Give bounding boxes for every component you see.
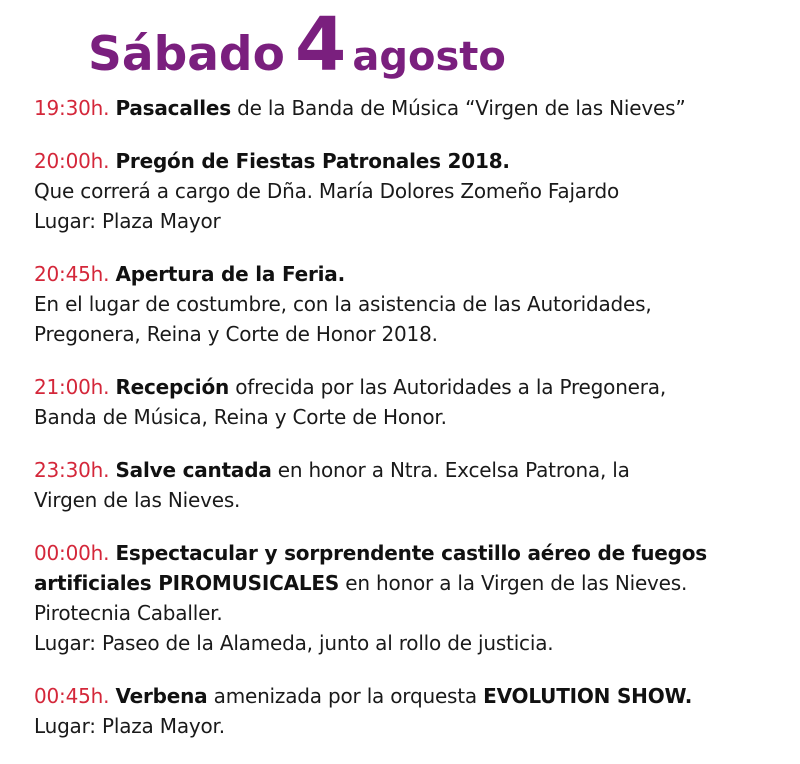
event-line	[34, 259, 794, 289]
event-title: Pasacalles	[115, 96, 232, 120]
page-title	[88, 2, 506, 88]
event-line	[34, 538, 794, 568]
event-line	[34, 681, 794, 711]
event-location: Lugar: Paseo de la Alameda, junto al rollo de justicia.	[34, 631, 554, 655]
event-2000	[34, 146, 794, 236]
event-text: en honor a la Virgen de las Nieves.	[339, 571, 688, 595]
event-title: Pregón de Fiestas Patronales 2018.	[115, 149, 510, 173]
event-time: 20:45h.	[34, 262, 110, 286]
event-time: 21:00h.	[34, 375, 110, 399]
event-0045	[34, 681, 794, 741]
title-number: 4	[294, 2, 347, 88]
event-text: en honor a Ntra. Excelsa Patrona, la	[271, 458, 630, 482]
event-title: Salve cantada	[115, 458, 272, 482]
event-line	[34, 455, 794, 485]
event-line	[34, 372, 794, 402]
event-text: amenizada por la orquesta	[207, 684, 484, 708]
event-time: 00:45h.	[34, 684, 110, 708]
title-day: Sábado	[88, 27, 285, 82]
event-title: Espectacular y sorprendente castillo aéreo de fuegos	[115, 541, 707, 565]
event-line	[34, 146, 794, 176]
event-title-cont: artificiales PIROMUSICALES	[34, 571, 340, 595]
event-text: de la Banda de Música “Virgen de las Nieves”	[231, 96, 686, 120]
event-time: 20:00h.	[34, 149, 110, 173]
title-month: agosto	[352, 34, 506, 80]
event-text: ofrecida por las Autoridades a la Pregonera,	[229, 375, 667, 399]
event-title-end: EVOLUTION SHOW.	[483, 684, 693, 708]
event-text: Virgen de las Nieves.	[34, 488, 241, 512]
event-line	[34, 93, 794, 123]
event-title: Verbena	[115, 684, 208, 708]
event-text: Banda de Música, Reina y Corte de Honor.	[34, 405, 447, 429]
event-line	[34, 568, 794, 598]
event-text: Pregonera, Reina y Corte de Honor 2018.	[34, 322, 438, 346]
event-text: Que correrá a cargo de Dña. María Dolores Zomeño Fajardo	[34, 179, 620, 203]
event-time: 19:30h.	[34, 96, 110, 120]
event-2045	[34, 259, 794, 349]
event-time: 00:00h.	[34, 541, 110, 565]
event-1930	[34, 93, 794, 123]
event-title: Apertura de la Feria.	[115, 262, 345, 286]
event-text: Pirotecnia Caballer.	[34, 601, 223, 625]
event-text: En el lugar de costumbre, con la asistencia de las Autoridades,	[34, 292, 652, 316]
event-location: Lugar: Plaza Mayor	[34, 209, 221, 233]
event-0000	[34, 538, 794, 658]
event-location: Lugar: Plaza Mayor.	[34, 714, 225, 738]
event-program	[34, 93, 794, 764]
event-2100	[34, 372, 794, 432]
event-title: Recepción	[115, 375, 230, 399]
event-time: 23:30h.	[34, 458, 110, 482]
event-2330	[34, 455, 794, 515]
